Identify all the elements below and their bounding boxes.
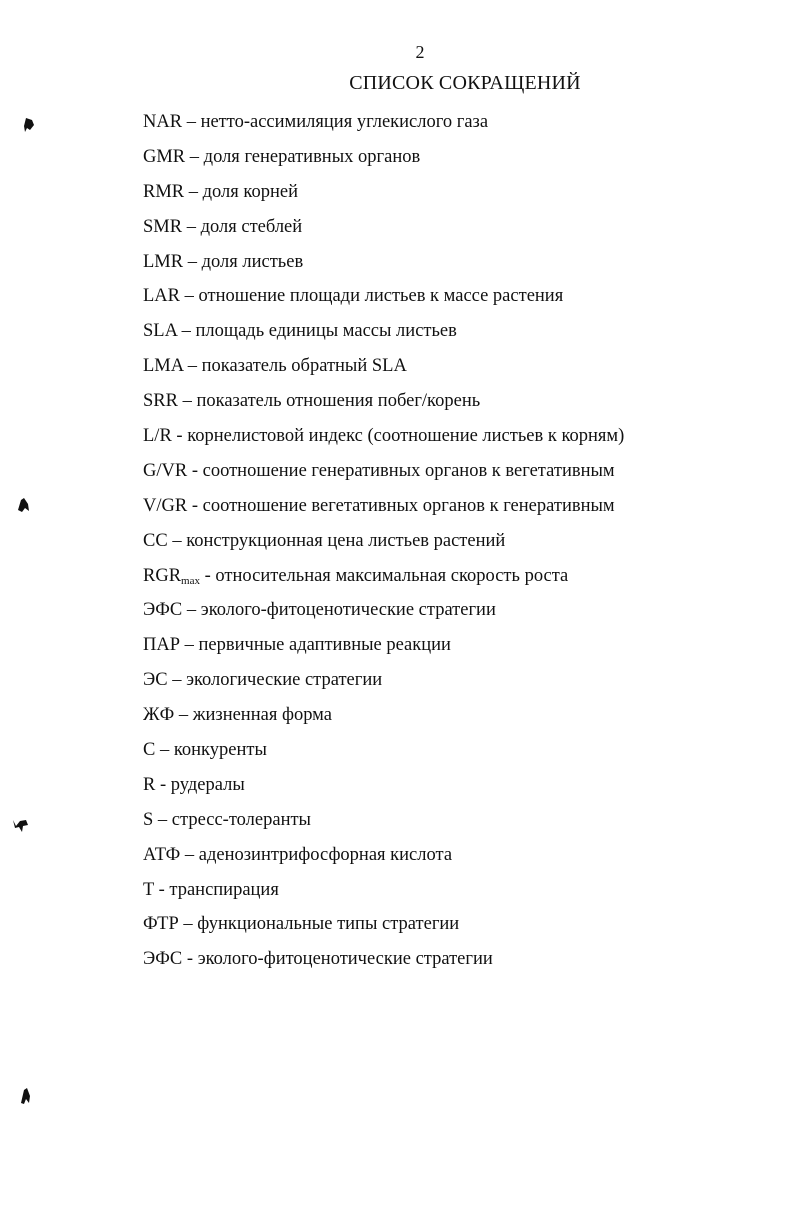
abbreviation-separator: – (183, 251, 202, 272)
abbreviation-definition: рудералы (170, 774, 245, 795)
abbreviation-term: G/VR (143, 460, 188, 481)
abbreviation-definition: относительная максимальная скорость роста (215, 565, 569, 586)
abbreviation-definition: корнелистовой индекс (соотношение листьев к корням) (187, 426, 625, 447)
abbreviation-item (143, 178, 763, 213)
abbreviation-definition: жизненная форма (192, 705, 332, 726)
abbreviation-separator: - (153, 879, 170, 900)
abbreviation-item (143, 108, 763, 143)
abbreviation-separator: - (187, 495, 203, 516)
abbreviation-term: L/R (143, 426, 172, 447)
abbreviation-separator: – (167, 670, 187, 691)
abbreviation-list (143, 108, 763, 980)
abbreviation-separator: – (177, 391, 197, 412)
abbreviation-term: ЭФС (143, 949, 183, 970)
abbreviation-separator: - (182, 949, 198, 970)
abbreviation-item (143, 422, 763, 457)
abbreviation-term: C (143, 740, 156, 761)
abbreviation-term: CC (143, 530, 168, 551)
abbreviation-item (143, 527, 763, 562)
abbreviation-separator: – (180, 844, 199, 865)
abbreviation-term: ЭС (143, 670, 168, 691)
abbreviation-separator: – (180, 286, 199, 307)
abbreviation-term: V/GR (143, 495, 188, 516)
abbreviation-definition: доля корней (202, 181, 298, 202)
abbreviation-definition: аденозинтрифосфорная кислота (198, 844, 453, 865)
abbreviation-definition: показатель отношения побег/корень (196, 391, 481, 412)
abbreviation-item (143, 666, 763, 701)
abbreviation-separator: – (180, 635, 199, 656)
abbreviation-separator: – (185, 146, 204, 167)
abbreviation-separator: – (184, 181, 203, 202)
abbreviation-definition: первичные адаптивные реакции (198, 635, 451, 656)
abbreviation-separator: - (200, 565, 216, 586)
scan-mark-icon (12, 816, 26, 834)
abbreviation-item (143, 806, 763, 841)
abbreviation-item (143, 701, 763, 736)
abbreviation-definition: функциональные типы стратегии (197, 914, 460, 935)
abbreviation-definition: эколого-фитоценотические стратегии (200, 600, 496, 621)
abbreviation-item (143, 910, 763, 945)
abbreviation-definition: доля стеблей (200, 216, 303, 237)
abbreviation-item (143, 876, 763, 911)
abbreviation-definition: доля листьев (201, 251, 304, 272)
abbreviation-definition: стресс-толеранты (171, 809, 311, 830)
abbreviation-separator: – (176, 321, 196, 342)
abbreviation-term: SLA (143, 321, 177, 342)
abbreviation-item (143, 771, 763, 806)
abbreviation-term: ФТР (143, 914, 179, 935)
abbreviation-definition: соотношение генеративных органов к вегетативным (202, 460, 615, 481)
abbreviation-item (143, 248, 763, 283)
abbreviation-item (143, 631, 763, 666)
page-number: 2 (415, 42, 425, 62)
abbreviation-separator: - (187, 460, 203, 481)
abbreviation-definition: соотношение вегетативных органов к генеративным (202, 495, 615, 516)
abbreviation-item (143, 143, 763, 178)
abbreviation-definition: площадь единицы массы листьев (195, 321, 457, 342)
abbreviation-term: LAR (143, 286, 180, 307)
abbreviation-term: ЭФС (143, 600, 183, 621)
abbreviation-term: RMR (143, 181, 185, 202)
abbreviation-item (143, 562, 763, 597)
abbreviation-separator: – (155, 740, 174, 761)
abbreviation-item (143, 213, 763, 248)
abbreviation-definition: конкуренты (173, 740, 267, 761)
abbreviation-definition: конструкционная цена листьев растений (186, 530, 506, 551)
scan-mark-icon (16, 496, 30, 514)
abbreviation-definition: экологические стратегии (186, 670, 383, 691)
abbreviation-separator: - (171, 426, 188, 447)
abbreviation-term: R (143, 774, 156, 795)
abbreviation-definition: транспирация (169, 879, 279, 900)
scan-mark-icon (18, 1086, 32, 1104)
abbreviation-item (143, 282, 763, 317)
page-title: СПИСОК СОКРАЩЕНИЙ (349, 72, 581, 94)
abbreviation-subscript: max (181, 574, 200, 587)
abbreviation-item (143, 352, 763, 387)
abbreviation-separator: – (182, 216, 201, 237)
abbreviation-definition: отношение площади листьев к массе растения (198, 286, 564, 307)
abbreviation-term: T (143, 879, 154, 900)
abbreviation-separator: – (182, 112, 201, 132)
abbreviation-definition: показатель обратный SLA (201, 356, 407, 377)
abbreviation-separator: – (167, 530, 187, 551)
abbreviation-term: ЖФ (143, 705, 175, 726)
abbreviation-definition: нетто-ассимиляция углекислого газа (200, 112, 489, 132)
abbreviation-separator: – (178, 914, 198, 935)
abbreviation-item (143, 492, 763, 527)
abbreviation-item (143, 841, 763, 876)
abbreviation-term: RGR (143, 565, 182, 586)
abbreviation-term: SRR (143, 391, 178, 412)
abbreviation-item (143, 317, 763, 352)
abbreviation-item (143, 596, 763, 631)
abbreviation-term: S (143, 809, 154, 830)
abbreviation-item (143, 736, 763, 771)
abbreviation-definition: доля генеративных органов (203, 146, 421, 167)
abbreviation-item (143, 387, 763, 422)
abbreviation-term: NAR (143, 112, 183, 132)
scan-mark-icon (22, 116, 36, 134)
abbreviation-separator: – (182, 600, 201, 621)
abbreviation-separator: - (155, 774, 171, 795)
abbreviation-term: SMR (143, 216, 183, 237)
abbreviation-item (143, 945, 763, 980)
abbreviation-separator: – (153, 809, 172, 830)
abbreviation-definition: эколого-фитоценотические стратегии (197, 949, 493, 970)
abbreviation-item (143, 457, 763, 492)
abbreviation-term: LMA (143, 356, 184, 377)
abbreviation-term: GMR (143, 146, 186, 167)
abbreviation-term: АТФ (143, 844, 181, 865)
abbreviation-term: ПАР (143, 635, 181, 656)
abbreviation-separator: – (183, 356, 202, 377)
abbreviation-separator: – (174, 705, 193, 726)
abbreviation-term: LMR (143, 251, 184, 272)
